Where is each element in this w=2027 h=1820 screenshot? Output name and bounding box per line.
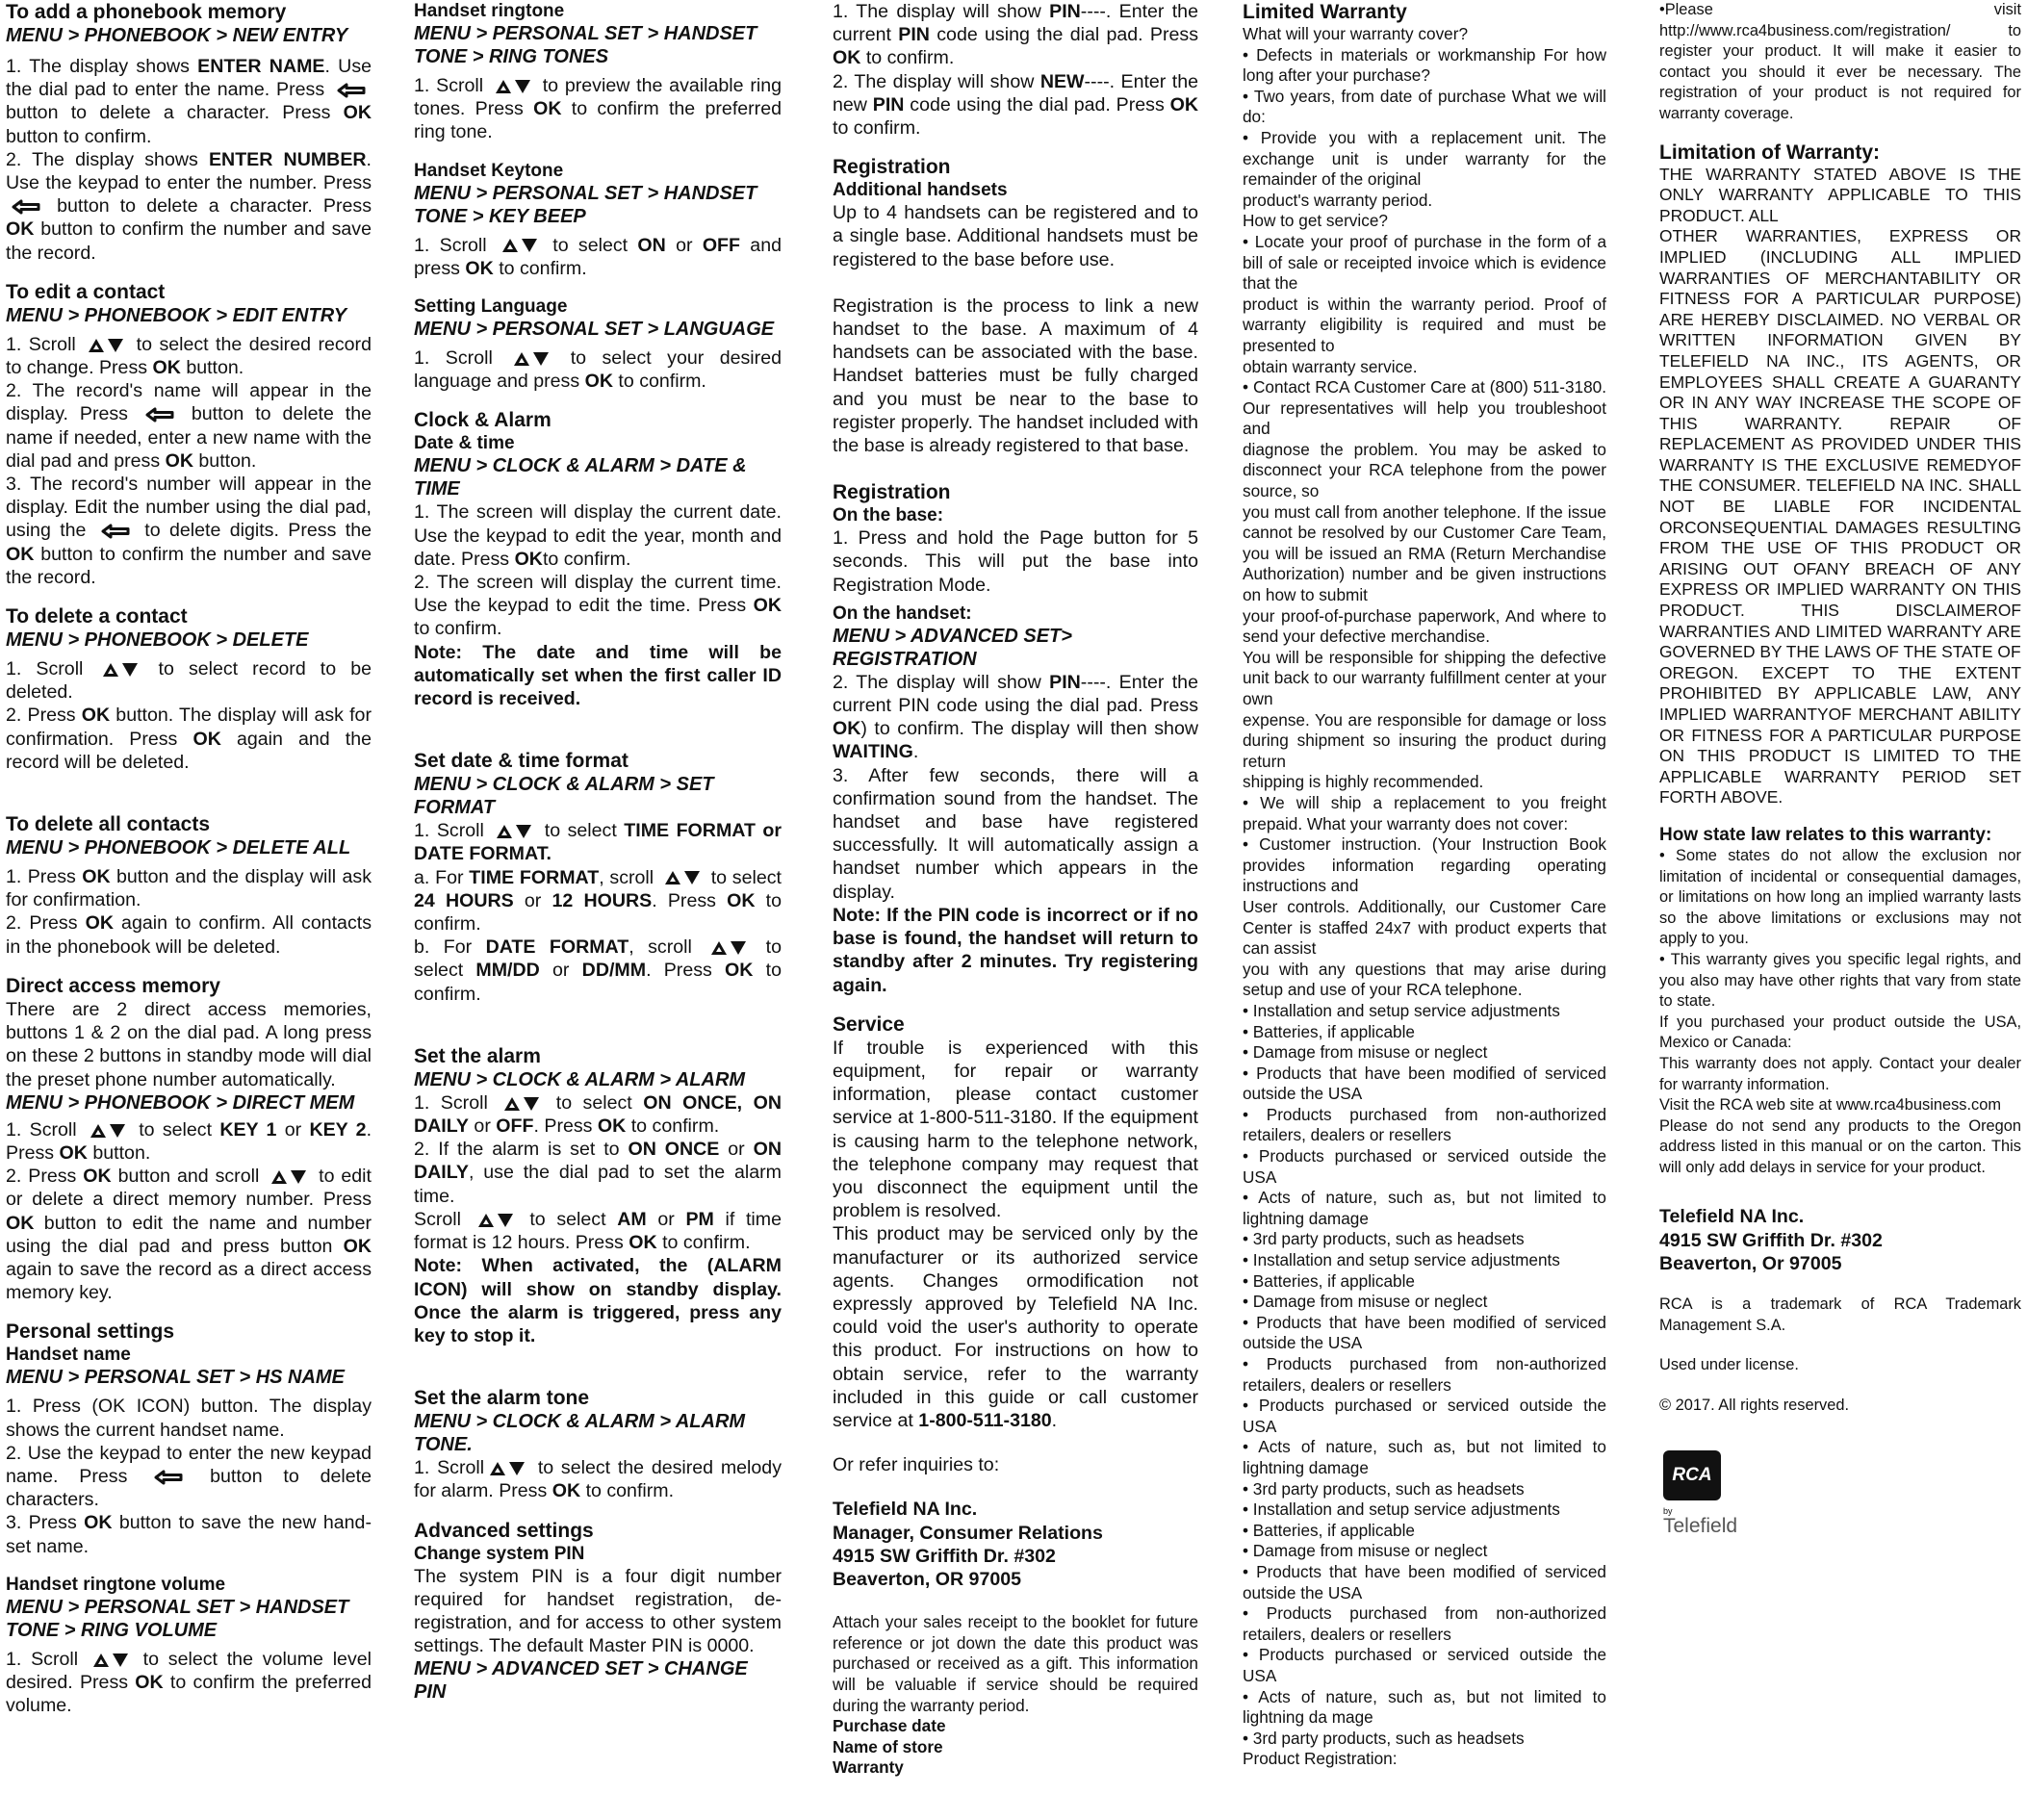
address-line: Telefield NA Inc. <box>1659 1206 1805 1228</box>
warranty-line: expense. You are responsible for damage or loss during shipment so insuring the product during return <box>1243 709 1606 771</box>
scroll-up-down-icon <box>269 1168 308 1186</box>
paragraph: 2. The display will show NEW----. Enter the new PIN code using the dial pad. Press OK to confirm. <box>833 70 1198 140</box>
back-delete-icon <box>335 82 368 99</box>
paragraph: 2. Press OK button and scroll to edit or delete a direct memory number. Press OK button to edit the name and number using the dial pad and press button OK again to save the record as a direct access memory key. <box>6 1166 372 1304</box>
paragraph: 1. Scroll to select ON or OFF and press OK to confirm. <box>414 234 782 279</box>
warranty-line: • Products purchased from non-authorized retailers, dealers or resellers <box>1243 1104 1606 1145</box>
scroll-up-down-icon <box>709 939 748 957</box>
warranty-line: You will be responsible for shipping the defective unit back to our warranty fulfillment center at your own <box>1243 647 1606 708</box>
paragraph: b. For DATE FORMAT, scroll to select MM/DD or DD/MM. Press OK to confirm. <box>414 936 782 1005</box>
form-label: Warranty <box>833 1757 904 1778</box>
address-line: 4915 SW Griffith Dr. #302 <box>1659 1229 1883 1251</box>
warranty-line: • 3rd party products, such as headsets <box>1243 1728 1525 1748</box>
scroll-up-down-icon <box>87 337 125 354</box>
column-4 <box>1243 0 1606 1820</box>
menu-path: MENU > ADVANCED SET> REGISTRATION <box>833 625 1072 670</box>
paragraph: Registration is the process to link a new handset to the base. A maximum of 4 handsets can be associated with the base. Handset batteries must be fully charged and you must be near to the base to register properly. The handset included with the base is already registered to that base. <box>833 295 1198 457</box>
menu-path: MENU > CLOCK & ALARM > DATE & TIME <box>414 455 747 500</box>
paragraph: 2. Press OK button. The display will ask for confirmation. Press OK again and the record will be deleted. <box>6 705 372 773</box>
warranty-line: product's warranty period. <box>1243 190 1433 210</box>
rca-logo: RCA <box>1663 1450 1721 1500</box>
section-subtitle: Additional handsets <box>833 180 1008 201</box>
form-label: Name of store <box>833 1736 943 1756</box>
warranty-text <box>1243 24 1606 1770</box>
address-line: Beaverton, Or 97005 <box>1659 1252 1842 1274</box>
menu-path: MENU > ADVANCED SET > CHANGE PIN <box>414 1658 748 1704</box>
section-subtitle: Handset name <box>6 1345 131 1366</box>
menu-path: MENU > CLOCK & ALARM > ALARM TONE. <box>414 1411 746 1456</box>
warranty-line: obtain warranty service. <box>1243 356 1418 376</box>
paragraph: Please do not send any products to the Oregon address listed in this manual or on the carton. This will only add delays in service for your product. <box>1659 1116 2021 1176</box>
warranty-line: • Contact RCA Customer Care at (800) 511-3180. Our representatives will help you troubleshoot and <box>1243 377 1606 439</box>
warranty-line: your proof-of-purchase paperwork, And where to send your defective merchandise. <box>1243 605 1606 647</box>
warranty-line: • 3rd party products, such as headsets <box>1243 1478 1525 1499</box>
scroll-up-down-icon <box>502 1095 541 1113</box>
warranty-line: • Products purchased or serviced outside the USA <box>1243 1396 1606 1436</box>
warranty-line: • We will ship a replacement to you freight prepaid. What your warranty does not cover: <box>1243 792 1606 833</box>
paragraph: 2. The screen will display the current time. Use the keypad to edit the time. Press OK to confirm. <box>414 572 782 640</box>
paragraph: 3. Press OK button to save the new hand-set name. <box>6 1512 372 1557</box>
menu-path: MENU > PERSONAL SET > HANDSET TONE > KEY BEEP <box>414 182 757 227</box>
warranty-line: • Products purchased from non-authorized retailers, dealers or resellers <box>1243 1354 1606 1395</box>
section-title: To delete a contact <box>6 605 188 628</box>
paragraph: 1. Scroll to select your desired language and press OK to confirm. <box>414 347 782 393</box>
paragraph: 1. Scroll to select record to be deleted. <box>6 658 372 704</box>
paragraph: OTHER WARRANTIES, EXPRESS OR IMPLIED (INCLUDING ALL IMPLIED WARRANTIES OF MERCHANTABILITY OR FITNESS FOR A PARTICULAR PURPOSE) ARE HEREBY DISCLAIMED. NO VERBAL OR WRITTEN INFORMATION GIVEN BY TELEFIELD NA INC., ITS AGENTS, OR EMPLOYEES SHALL CREATE A GUARANTY OR IN ANY WAY INCREASE THE SCOPE OF THIS WARRANTY. REPAIR OF REPLACEMENT AS PROVIDED UNDER THIS WARRANTY IS THE EXCLUSIVE REMEDYOF THE CONSUMER. TELEFIELD NA INC. SHALL NOT BE LIABLE FOR INCIDENTAL ORCONSEQUENTIAL DAMAGES RESULTING FROM THE USE OF THIS PRODUCT OR ARISING OUT OFANY BREACH OF ANY EXPRESS OR IMPLIED WARRANTY ON THIS PRODUCT. THIS DISCLAIMEROF WARRANTIES AND LIMITED WARRANTY ARE GOVERNED BY THE LAWS OF THE STATE OF <box>1659 226 2021 662</box>
warranty-line: User controls. Additionally, our Customer Care Center is staffed 24x7 with product experts that can assist <box>1243 896 1606 959</box>
paragraph: If trouble is experienced with this equipment, for repair or warranty information, please contact customer service at 1-800-511-3180. If the equipment is causing harm to the telephone network, the telephone company may request that you disconnect the equipment until the problem is resolved. <box>833 1037 1198 1222</box>
logo-by-text: by <box>1663 1506 1673 1517</box>
warranty-line: • Installation and setup service adjustments <box>1243 1250 1560 1270</box>
section-title: To edit a contact <box>6 280 166 303</box>
section-subtitle: Change system PIN <box>414 1543 585 1564</box>
section-title: To delete all contacts <box>6 813 210 836</box>
address-line: 4915 SW Griffith Dr. #302 <box>833 1545 1056 1567</box>
warranty-line: What will your warranty cover? <box>1243 24 1469 43</box>
section-title: Clock & Alarm <box>414 409 552 432</box>
copyright-text: © 2017. All rights reserved. <box>1659 1396 1850 1414</box>
address-line: Beaverton, OR 97005 <box>833 1568 1022 1590</box>
section-title: Set date & time format <box>414 750 629 773</box>
paragraph: 2. The record's name will appear in the display. Press button to delete the name if needed, enter a new name with the dial pad and press OK button. <box>6 380 372 472</box>
scroll-up-down-icon <box>89 1122 127 1140</box>
warranty-line: • 3rd party products, such as headsets <box>1243 1229 1525 1249</box>
paragraph: 1. Scroll to select TIME FORMAT or DATE FORMAT. <box>414 820 782 865</box>
menu-path: MENU > PERSONAL SET > LANGUAGE <box>414 319 775 341</box>
paragraph: •Please visit http://www.rca4business.com/registration/ to register your product. It will make it easier to contact you should it ever be necessary. The registration of your product is not required for warranty coverage. <box>1659 1 2021 122</box>
paragraph: 1. The display will show PIN----. Enter the current PIN code using the dial pad. Press OK to confirm. <box>833 1 1198 69</box>
paragraph: • This warranty gives you specific legal rights, and you also may have other rights that vary from state to state. <box>1659 950 2021 1011</box>
paragraph: Visit the RCA web site at www.rca4business.com <box>1659 1096 2001 1115</box>
warranty-line: • Batteries, if applicable <box>1243 1021 1415 1041</box>
warranty-line: • Products purchased from non-authorized retailers, dealers or resellers <box>1243 1603 1606 1644</box>
warranty-line: • Defects in materials or workmanship For how long after your purchase? <box>1243 44 1606 86</box>
section-title: How state law relates to this warranty: <box>1659 824 1992 845</box>
paragraph: 1. Scroll to select KEY 1 or KEY 2. Press OK button. <box>6 1118 372 1164</box>
scroll-up-down-icon <box>91 1652 130 1669</box>
warranty-line: product is within the warranty period. Proof of warranty eligibility is required and must be presented to <box>1243 294 1606 355</box>
trademark-text: RCA is a trademark of RCA Trademark Management S.A. <box>1659 1295 2021 1334</box>
paragraph: 1. Scroll to preview the available ring tones. Press OK to confirm the preferred ring tone. <box>414 75 782 143</box>
column-3 <box>833 0 1198 1820</box>
section-title: Set the alarm tone <box>414 1387 590 1410</box>
address-line: Manager, Consumer Relations <box>833 1522 1103 1544</box>
warranty-line: • Customer instruction. (Your Instruction Book provides information regarding operating instructions and <box>1243 834 1606 896</box>
section-subtitle: On the handset: <box>833 602 972 624</box>
warranty-line: • Products that have been modified of serviced outside the USA <box>1243 1312 1606 1353</box>
menu-path: MENU > PHONEBOOK > DIRECT MEM <box>6 1091 355 1114</box>
section-title: Limitation of Warranty: <box>1659 141 1881 164</box>
paragraph: OREGON. EXCEPT TO THE EXTENT PROHIBITED BY APPLICABLE LAW, ANY IMPLIED WARRANTYOF MERCHANT ABILITY OR FITNESS FOR A PARTICULAR PURPOSE ON THIS PRODUCT IS LIMITED TO THE APPLICABLE WARRANTY PERIOD SET FORTH ABOVE. <box>1659 662 2021 807</box>
section-subtitle: On the base: <box>833 505 944 526</box>
paragraph: 2. The display will show PIN----. Enter the current PIN code using the dial pad. Press OK) to confirm. The display will then show WAITING. <box>833 671 1198 763</box>
paragraph: 2. Press OK again to confirm. All contacts in the phonebook will be deleted. <box>6 912 372 958</box>
section-title: Handset ringtone volume <box>6 1574 226 1595</box>
scroll-up-down-icon <box>101 661 140 679</box>
section-title: Registration <box>833 156 951 179</box>
section-title: Advanced settings <box>414 1519 594 1542</box>
paragraph: 1. Scroll to select the desired record to change. Press OK button. <box>6 333 372 379</box>
paragraph: THE WARRANTY STATED ABOVE IS THE ONLY WARRANTY APPLICABLE TO THIS PRODUCT. ALL <box>1659 164 2021 225</box>
paragraph: There are 2 direct access memories, buttons 1 & 2 on the dial pad. A long press on these 2 buttons in standby mode will dial the preset phone number automatically. <box>6 998 372 1090</box>
paragraph: 2. If the alarm is set to ON ONCE or ON DAILY, use the dial pad to set the alarm time. <box>414 1139 782 1207</box>
form-label: Purchase date <box>833 1716 946 1736</box>
menu-path: MENU > PHONEBOOK > DELETE <box>6 629 309 652</box>
warranty-line: • Products purchased or serviced outside the USA <box>1243 1146 1606 1187</box>
back-delete-icon <box>143 406 176 423</box>
telefield-logo: Telefield <box>1663 1515 1738 1538</box>
paragraph: 3. After few seconds, there will a confirmation sound from the handset. The handset and base have registered successfully. It will automatically assign a handset number which appears in the display. <box>833 764 1198 903</box>
menu-path: MENU > PHONEBOOK > NEW ENTRY <box>6 25 348 46</box>
paragraph: • Some states do not allow the exclusion nor limitation of incidental or consequential damages, or limitations on how long an implied warranty lasts so the above limitations or exclusions may not apply to you. <box>1659 846 2021 948</box>
column-1 <box>6 0 372 1820</box>
logo-block <box>1659 1450 2021 1537</box>
warranty-line: • Products that have been modified of serviced outside the USA <box>1243 1063 1606 1104</box>
scroll-up-down-icon <box>488 1460 526 1477</box>
warranty-line: you must call from another telephone. If the issue cannot be resolved by our Customer Care Team, you will be issued an RMA (Return Merchandise Authorization) number and be given instructions on how to submit <box>1243 501 1606 605</box>
menu-path: MENU > PERSONAL SET > HANDSET TONE > RING VOLUME <box>6 1596 349 1641</box>
warranty-line: • Batteries, if applicable <box>1243 1270 1415 1291</box>
paragraph: 3. The record's number will appear in the display. Edit the number using the dial pad, using the to delete digits. Press the OK button to confirm the number and save the record. <box>6 474 372 588</box>
section-title: Registration <box>833 481 951 504</box>
section-title: Setting Language <box>414 296 568 318</box>
section-title: Direct access memory <box>6 974 220 997</box>
warranty-line: • Batteries, if applicable <box>1243 1520 1415 1540</box>
menu-path: MENU > PERSONAL SET > HANDSET TONE > RING TONES <box>414 23 757 67</box>
paragraph: 1. The screen will display the current date. Use the keypad to edit the year, month and date. Press OKto confirm. <box>414 501 782 570</box>
back-delete-icon <box>99 523 132 540</box>
paragraph: 1. Press and hold the Page button for 5 seconds. This will put the base into Registration Mode. <box>833 527 1198 596</box>
menu-path: MENU > PHONEBOOK > DELETE ALL <box>6 837 351 859</box>
warranty-line: Product Registration: <box>1243 1749 1398 1769</box>
note: Note: The date and time will be automatically set when the first caller ID record is received. <box>414 641 782 710</box>
warranty-line: • Two years, from date of purchase What we will do: <box>1243 86 1606 127</box>
paragraph: Up to 4 handsets can be registered and to a single base. Additional handsets must be registered to the base before use. <box>833 202 1198 270</box>
warranty-line: • Locate your proof of purchase in the form of a bill of sale or receipted invoice which is evidence that the <box>1243 231 1606 294</box>
paragraph: 1. Press (OK ICON) button. The display shows the current handset name. <box>6 1396 372 1441</box>
paragraph: Attach your sales receipt to the booklet for future reference or jot down the date this product was purchased or received as a gift. This information will be valuable if service should be required during the warranty period. <box>833 1612 1198 1715</box>
license-text: Used under license. <box>1659 1356 1799 1374</box>
back-delete-icon <box>10 198 42 216</box>
paragraph: 1. Scroll to select ON ONCE, ON DAILY or OFF. Press OK to confirm. <box>414 1091 782 1138</box>
paragraph: The system PIN is a four digit number required for handset registration, de-registration, and for access to other system settings. The default Master PIN is 0000. <box>414 1565 782 1657</box>
scroll-up-down-icon <box>663 869 702 886</box>
address-line: Telefield NA Inc. <box>833 1499 978 1521</box>
menu-path: MENU > PHONEBOOK > EDIT ENTRY <box>6 304 347 326</box>
warranty-line: diagnose the problem. You may be asked to disconnect your RCA telephone from the power source, so <box>1243 439 1606 501</box>
warranty-line: shipping is highly recommended. <box>1243 772 1484 792</box>
menu-path: MENU > PERSONAL SET > HS NAME <box>6 1367 345 1389</box>
paragraph: This warranty does not apply. Contact your dealer for warranty information. <box>1659 1054 2021 1093</box>
scroll-up-down-icon <box>494 78 532 95</box>
warranty-line: • Installation and setup service adjustments <box>1243 1500 1560 1520</box>
warranty-line: • Acts of nature, such as, but not limited to lightning damage <box>1243 1188 1606 1228</box>
section-title: Personal settings <box>6 1320 175 1344</box>
paragraph: 1. Press OK button and the display will ask for confirmation. <box>6 866 372 911</box>
warranty-line: How to get service? <box>1243 211 1388 231</box>
scroll-up-down-icon <box>495 823 533 840</box>
section-subtitle: Date & time <box>414 433 515 454</box>
paragraph: Scroll to select AM or PM if time format is 12 hours. Press OK to confirm. <box>414 1208 782 1254</box>
scroll-up-down-icon <box>476 1212 515 1229</box>
paragraph: 1. Scroll to select the volume level desired. Press OK to confirm the preferred volume. <box>6 1648 372 1717</box>
paragraph: This product may be serviced only by the manufacturer or its authorized service agents. Changes ormodification not expressly approved by Telefield NA Inc. could void the user's authority to operate this product. For instructions on how to obtain service, refer to the warranty included in this guide or call customer service at 1-800-511-3180. <box>833 1223 1198 1431</box>
column-2 <box>414 0 782 1820</box>
section-title: Handset ringtone <box>414 1 565 21</box>
section-title: Service <box>833 1013 905 1036</box>
menu-path: MENU > CLOCK & ALARM > SET FORMAT <box>414 774 714 819</box>
note: Note: If the PIN code is incorrect or if no base is found, the handset will return to standby after 2 minutes. Try registering again. <box>833 904 1198 996</box>
column-5 <box>1659 0 2021 1820</box>
paragraph: 2. Use the keypad to enter the new keypad name. Press button to delete characters. <box>6 1442 372 1511</box>
scroll-up-down-icon <box>500 237 539 254</box>
note: Note: When activated, the (ALARM ICON) will show on standby display. Once the alarm is triggered, press any key to stop it. <box>414 1255 782 1346</box>
paragraph: 1. Scroll to select the desired melody for alarm. Press OK to confirm. <box>414 1457 782 1502</box>
warranty-line: • Acts of nature, such as, but not limited to lightning da mage <box>1243 1686 1606 1728</box>
paragraph: 2. The display shows ENTER NUMBER. Use the keypad to enter the number. Press button to delete a character. Press OK button to confirm the number and save the record. <box>6 148 372 264</box>
warranty-line: • Installation and setup service adjustments <box>1243 1000 1560 1020</box>
paragraph: If you purchased your product outside the USA, Mexico or Canada: <box>1659 1013 2021 1052</box>
warranty-line: • Provide you with a replacement unit. The exchange unit is under warranty for the remainder of the original <box>1243 127 1606 190</box>
warranty-line: • Products that have been modified of serviced outside the USA <box>1243 1561 1606 1602</box>
section-title: Limited Warranty <box>1243 1 1407 23</box>
paragraph: a. For TIME FORMAT, scroll to select 24 HOURS or 12 HOURS. Press OK to confirm. <box>414 866 782 936</box>
warranty-line: • Damage from misuse or neglect <box>1243 1042 1488 1063</box>
scroll-up-down-icon <box>512 350 551 368</box>
section-title: Set the alarm <box>414 1044 541 1067</box>
warranty-line: • Damage from misuse or neglect <box>1243 1541 1488 1561</box>
menu-path: MENU > CLOCK & ALARM > ALARM <box>414 1068 746 1090</box>
warranty-line: • Acts of nature, such as, but not limited to lightning damage <box>1243 1437 1606 1477</box>
paragraph: Or refer inquiries to: <box>833 1454 1000 1476</box>
warranty-line: • Products purchased or serviced outside the USA <box>1243 1645 1606 1685</box>
warranty-line: • Damage from misuse or neglect <box>1243 1292 1488 1312</box>
warranty-line: you with any questions that may arise during setup and use of your RCA telephone. <box>1243 959 1606 1000</box>
section-title: Handset Keytone <box>414 160 564 181</box>
section-title: To add a phonebook memory <box>6 1 287 23</box>
paragraph: 1. The display shows ENTER NAME. Use the dial pad to enter the name. Press button to delete a character. Press OK button to confirm. <box>6 56 372 147</box>
back-delete-icon <box>152 1469 185 1486</box>
